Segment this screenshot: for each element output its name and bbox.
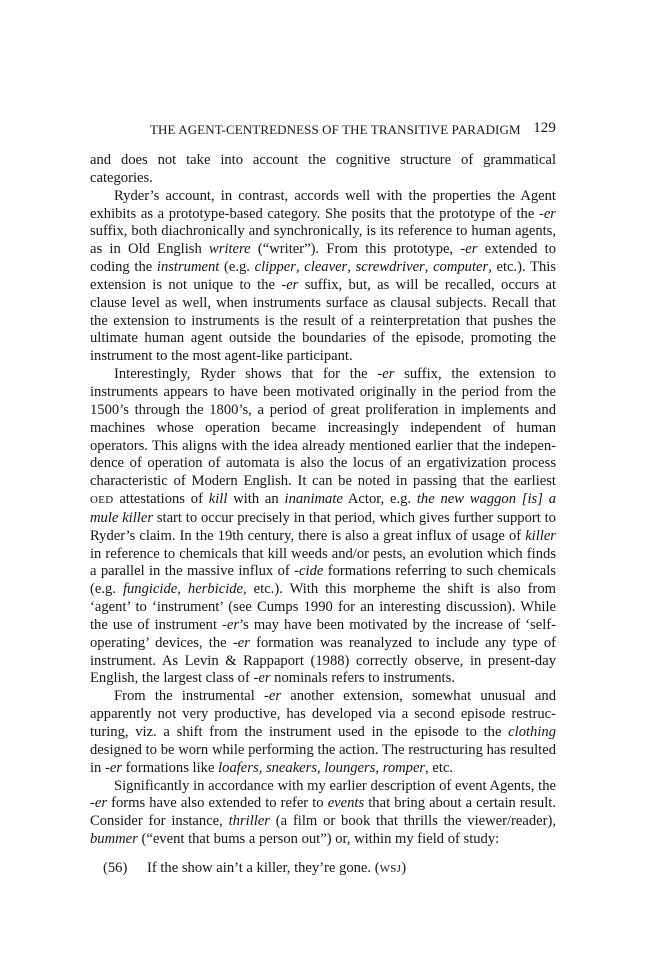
text-run: and does not take into account the cognitive structure of grammatical categories. xyxy=(90,152,556,186)
italic-term: inanimate xyxy=(284,491,343,508)
text-run: , xyxy=(177,581,188,598)
text-run: , xyxy=(317,759,325,776)
page-number: 129 xyxy=(533,120,556,136)
text-run: From the instrumental xyxy=(114,688,264,705)
example-56 xyxy=(90,860,556,879)
example-close: ) xyxy=(401,859,407,876)
running-title: THE AGENT-CENTREDNESS OF THE TRANSITIVE PARADIGM xyxy=(150,122,521,137)
small-caps-abbr: OED xyxy=(90,494,114,507)
text-run: formations referring to such chemicals (e.g. xyxy=(90,563,557,598)
text-run: designed to be worn while performing the action. The restructuring has resulted in xyxy=(90,741,556,776)
text-run: extended to coding the xyxy=(90,241,556,276)
italic-term: clothing xyxy=(508,724,556,740)
text-run: suffix, but, as will be recalled, occurs at clause level as well, when instruments surface as clausal subjects. Recall that the extension to instruments is the result of a reinterpretation that pushes the ultimate human agent outside the boundaries of the episode, promoting the instrument to the most agent-like participant. xyxy=(90,276,557,365)
paragraph xyxy=(90,188,556,366)
italic-term: writere xyxy=(209,241,251,258)
italic-term: clipper xyxy=(254,259,296,276)
text-run: , xyxy=(295,259,305,276)
text-run: formation was reanalyzed to include any type of instrument. As Levin & Rappaport (1988) correctly observe, in present-day English, the largest class of xyxy=(90,634,556,687)
example-sentence: If the show ain’t a killer, they’re gone. ( xyxy=(147,859,380,876)
italic-term: loungers xyxy=(324,759,376,776)
text-run: ’s may have been motivated by the increase of ‘self-operating’ devices, the xyxy=(90,616,556,651)
text-run: another extension, somewhat unusual and apparently not very productive, has developed via a second episode restruc-turing, viz. a shift from the instrument used in the episode to the xyxy=(90,688,556,740)
text-run: , etc.). With this morpheme the shift is also from ‘agent’ to ‘instrument’ (see Cumps 1990 for an interesting discussion). While the use of instrument xyxy=(90,581,556,633)
text-run: that bring about a certain result. Consider for instance, xyxy=(90,795,556,830)
text-run: , xyxy=(424,259,434,276)
paragraph xyxy=(90,366,556,688)
text-run: attestations of xyxy=(113,491,209,508)
text-run: (“writer”). From this prototype, xyxy=(250,241,461,258)
text-run: (e.g. xyxy=(219,259,255,276)
text-run: , xyxy=(375,759,383,776)
example-number: (56) xyxy=(103,859,128,876)
italic-term: sneakers xyxy=(265,759,318,776)
text-run: nominals refers to instruments. xyxy=(270,670,455,687)
text-run: in reference to chemicals that kill weeds and/or pests, an evolution which finds a parallel in the massive influx of xyxy=(90,545,556,580)
italic-term: events xyxy=(327,795,365,812)
italic-term: -er xyxy=(222,616,240,633)
italic-term: -er xyxy=(90,795,108,812)
italic-term: killer xyxy=(525,527,556,544)
italic-term: screwdriver xyxy=(355,259,425,276)
text-run: Significantly in accordance with my earlier description of event Agents, the xyxy=(114,777,556,794)
text-run: Ryder’s account, in contrast, accords well with the properties the Agent exhibits as a prototype-based category. She posits that the prototype of the xyxy=(90,187,556,222)
italic-term: -er xyxy=(253,670,271,687)
italic-term: computer xyxy=(433,259,489,276)
body-text xyxy=(90,152,556,879)
italic-term: -er xyxy=(264,688,282,705)
italic-term: -cide xyxy=(294,563,324,580)
text-run: (a film or book that thrills the viewer/reader), xyxy=(269,813,556,830)
italic-term: cleaver xyxy=(304,259,348,276)
text-run: , xyxy=(347,259,356,276)
paragraph xyxy=(90,152,556,188)
italic-term: -er xyxy=(538,205,556,222)
italic-term: the new waggon [is] a mule killer xyxy=(90,491,556,526)
example-source: WSJ xyxy=(379,862,402,875)
italic-term: kill xyxy=(208,491,228,508)
text-run: (“event that bums a person out”) or, within my field of study: xyxy=(137,831,500,848)
text-run: , etc. xyxy=(425,759,454,776)
text-run: with an xyxy=(227,491,285,508)
italic-term: bummer xyxy=(90,831,138,848)
text-run: suffix, both diachronically and synchronically, is its reference to human agents, as in Old English xyxy=(90,223,556,258)
text-run: suffix, the extension to instruments appears to have been motivated originally in the period from the 1500’s through the 1800’s, a period of great proliferation in implements and machines whose operation became increasingly independent of human operators. This aligns with the idea already mentioned earlier that the indepen-dence of operation of automata is also the locus of an ergativization process characteristic of Modern English. It can be noted in passing that the earliest xyxy=(90,366,556,490)
italic-term: -er xyxy=(105,759,123,776)
italic-term: romper xyxy=(382,759,426,776)
text-run: formations like xyxy=(122,759,219,776)
text-run: Actor, e.g. xyxy=(342,491,417,508)
text-run: forms have also extended to refer to xyxy=(107,795,328,812)
italic-term: -er xyxy=(460,241,478,258)
text-run: Interestingly, Ryder shows that for the xyxy=(114,366,378,383)
text-run: start to occur precisely in that period, which gives further support to Ryder’s claim. In the 19th century, there is also a great influx of usage of xyxy=(90,509,556,544)
italic-term: -er xyxy=(281,276,299,293)
paragraph xyxy=(90,778,556,849)
italic-term: -er xyxy=(377,366,395,383)
italic-term: -er xyxy=(232,634,250,651)
italic-term: loafers xyxy=(218,759,259,776)
italic-term: thriller xyxy=(228,813,270,830)
paragraph xyxy=(90,688,556,777)
italic-term: instrument xyxy=(156,259,220,276)
text-run: , xyxy=(258,759,266,776)
text-run: , etc.). This extension is not unique to the xyxy=(90,259,557,293)
italic-term: herbicide xyxy=(187,581,244,598)
italic-term: fungicide xyxy=(122,581,178,598)
